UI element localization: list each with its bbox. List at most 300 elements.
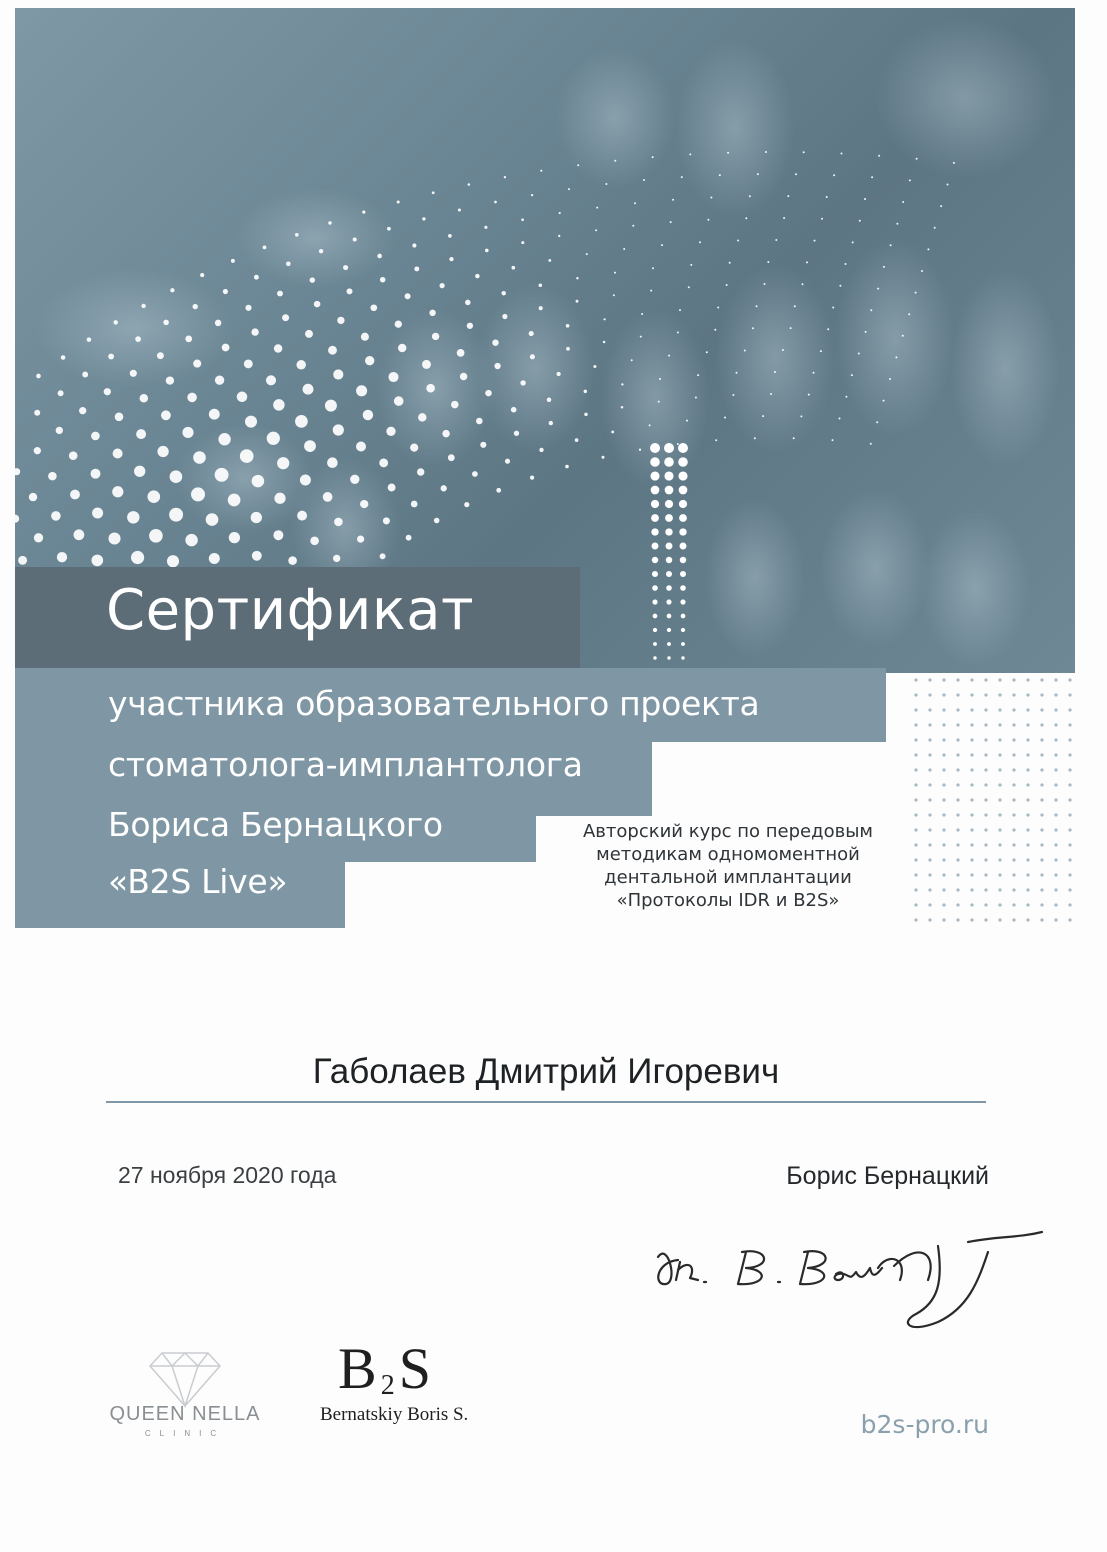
halftone-dot [521,218,524,221]
halftone-dot [680,543,687,550]
halftone-dot [724,417,726,419]
halftone-dot [651,528,658,535]
halftone-dot [558,235,560,237]
halftone-dot [130,370,137,377]
halftone-dot [305,330,313,338]
grid-dot [1026,723,1029,726]
grid-dot [942,678,945,681]
halftone-dot [56,427,63,434]
halftone-dot [163,320,169,326]
halftone-dot [813,372,815,374]
grid-dot [970,723,973,726]
grid-dot [1012,813,1015,816]
grid-dot [984,873,987,876]
halftone-dot [465,300,470,305]
grid-dot [942,843,945,846]
halftone-dot [651,486,660,495]
grid-dot [998,723,1001,726]
halftone-dot [410,444,418,452]
halftone-dot [295,415,308,428]
halftone-dot [940,205,942,207]
grid-dot [928,858,931,861]
halftone-dot [475,274,479,278]
halftone-dot [650,471,659,480]
grid-dot [1068,798,1071,801]
halftone-dot [451,401,459,409]
grid-dot [1068,708,1071,711]
halftone-dot [51,511,61,521]
halftone-dot [695,397,697,399]
halftone-dot [187,393,197,403]
halftone-dot [223,289,228,294]
halftone-dot [531,194,533,196]
grid-dot [956,828,959,831]
halftone-dot [783,217,785,219]
halftone-dot [679,486,688,495]
grid-dot [970,798,973,801]
halftone-dot [363,410,373,420]
halftone-dot [641,313,643,315]
halftone-dot [112,486,123,497]
grid-dot [1068,768,1071,771]
halftone-dot [386,427,395,436]
grid-dot [956,873,959,876]
grid-dot [984,843,987,846]
grid-dot [998,903,1001,906]
halftone-dot [767,261,769,263]
halftone-dot [333,369,343,379]
halftone-dot [549,421,553,425]
halftone-dot [91,469,101,479]
grid-dot [956,798,959,801]
grid-dot [1068,828,1071,831]
halftone-dot [902,335,904,337]
halftone-dot [501,291,506,296]
halftone-dot [697,374,699,376]
halftone-dot [480,442,486,448]
halftone-dot [611,430,614,433]
grid-dot [928,828,931,831]
queen-nella-logo-sub: CLINIC [144,1429,226,1438]
halftone-dot [215,376,224,385]
halftone-dot [826,196,828,198]
halftone-dot [666,585,672,591]
grid-dot [928,783,931,786]
halftone-dot [70,490,80,500]
halftone-dot [688,286,690,288]
grid-dot [914,753,917,756]
halftone-dot [360,500,368,508]
halftone-dot [161,410,171,420]
grid-dot [956,813,959,816]
grid-dot [970,873,973,876]
grid-dot [1026,813,1029,816]
grid-dot [1054,738,1057,741]
halftone-dot [394,396,404,406]
grid-dot [914,798,917,801]
signer-name: Борис Бернацкий [786,1162,989,1190]
certificate-title: Сертификат [106,578,475,643]
name-underline [106,1101,986,1103]
grid-dot [1012,723,1015,726]
dot-grid-decoration [908,672,1080,934]
halftone-dot [310,536,319,545]
halftone-dot [737,240,739,242]
b2s-logo-s: S [398,1336,433,1401]
halftone-dot [672,199,674,201]
halftone-dot [286,261,291,266]
halftone-dot [681,614,686,619]
halftone-dot [337,317,344,324]
halftone-dot [215,320,222,327]
grid-dot [1012,753,1015,756]
grid-dot [1054,798,1057,801]
halftone-dot [706,351,708,353]
halftone-dot [717,307,719,309]
b2s-logo-owner: Bernatskiy Boris S. [320,1404,469,1425]
halftone-dot [251,328,258,335]
halftone-dot [432,191,435,194]
halftone-dot [193,360,201,368]
grid-dot [998,828,1001,831]
halftone-dot [432,333,439,340]
halftone-dot [485,249,489,253]
grid-dot [1068,888,1071,891]
halftone-dot [327,457,338,468]
grid-dot [1054,678,1057,681]
grid-dot [984,828,987,831]
halftone-dot [530,475,534,479]
halftone-dot [15,468,20,475]
halftone-dot [185,336,192,343]
grid-dot [1068,873,1071,876]
halftone-dot [890,244,892,246]
halftone-dot [505,459,510,464]
halftone-dot [418,413,427,422]
halftone-dot [667,642,671,646]
halftone-dot [665,486,674,495]
halftone-dot [429,310,435,316]
halftone-dot [649,424,651,426]
halftone-dot [665,500,673,508]
halftone-dot [650,443,660,453]
grid-dot [942,738,945,741]
grid-dot [1054,858,1057,861]
grid-dot [956,918,959,921]
grid-dot [1054,813,1057,816]
grid-dot [1068,738,1071,741]
grid-dot [942,708,945,711]
halftone-dot [405,293,411,299]
halftone-dot [667,614,672,619]
halftone-dot [915,292,917,294]
halftone-dot [806,261,808,263]
grid-dot [942,723,945,726]
halftone-dot [699,241,701,243]
grid-dot [942,828,945,831]
halftone-dot [793,437,795,439]
halftone-dot [681,176,683,178]
halftone-dot [667,656,670,659]
grid-dot [998,783,1001,786]
grid-dot [928,873,931,876]
halftone-dot [414,266,419,271]
halftone-dot [631,359,633,361]
halftone-dot [127,511,139,523]
halftone-dot [36,374,41,379]
halftone-dot [865,331,867,333]
halftone-dot [548,259,551,262]
grid-dot [1054,723,1057,726]
halftone-dot [263,246,267,250]
grid-dot [1068,723,1071,726]
halftone-dot [727,152,729,154]
halftone-dot [680,585,686,591]
halftone-dot [58,390,64,396]
halftone-dot [240,449,254,463]
grid-dot [1026,903,1029,906]
halftone-dot [170,288,174,292]
halftone-dot [492,339,498,345]
halftone-dot [218,433,230,445]
grid-dot [942,693,945,696]
halftone-dot [222,344,230,352]
subtitle-line-1: участника образовательного проекта [108,684,760,723]
grid-dot [1026,678,1029,681]
grid-dot [1040,813,1043,816]
grid-dot [998,738,1001,741]
website-link[interactable]: b2s-pro.ru [860,1410,989,1439]
halftone-dot [149,529,163,543]
halftone-dot [303,384,314,395]
halftone-dot [398,344,406,352]
halftone-dot [556,372,560,376]
grid-dot [942,903,945,906]
halftone-dot [388,484,396,492]
halftone-dot [621,406,624,409]
halftone-dot [277,291,283,297]
halftone-dot [193,451,206,464]
grid-dot [942,888,945,891]
halftone-dot [356,441,366,451]
grid-dot [1040,708,1043,711]
grid-dot [970,828,973,831]
grid-dot [1068,678,1071,681]
grid-dot [970,843,973,846]
halftone-dot [297,511,307,521]
halftone-dot [350,475,359,484]
halftone-dot [251,512,262,523]
grid-dot [928,843,931,846]
halftone-dot [653,628,657,632]
grid-dot [970,918,973,921]
halftone-dot [273,530,283,540]
halftone-dot [244,359,253,368]
halftone-dot [34,533,43,542]
grid-dot [970,768,973,771]
grid-dot [1026,693,1029,696]
halftone-dot [484,226,487,229]
halftone-dot [494,363,500,369]
halftone-dot [757,173,759,175]
halftone-dot [795,173,797,175]
grid-dot [942,753,945,756]
grid-dot [1012,768,1015,771]
grid-dot [1012,828,1015,831]
halftone-dot [18,556,27,565]
b2s-logo-b: B [338,1336,379,1401]
halftone-dot [370,304,377,311]
grid-dot [928,888,931,891]
halftone-dot [380,277,386,283]
grid-dot [984,858,987,861]
halftone-dot [934,227,936,229]
halftone-dot [464,502,469,507]
grid-dot [984,723,987,726]
halftone-dot [770,393,772,395]
halftone-dot [472,471,478,477]
halftone-dot [395,321,402,328]
halftone-dot [540,170,542,172]
grid-dot [984,918,987,921]
grid-dot [928,753,931,756]
halftone-dot [858,353,860,355]
halftone-dot [896,223,898,225]
grid-dot [1026,753,1029,756]
halftone-dot [245,305,251,311]
halftone-dot [871,176,873,178]
grid-dot [998,858,1001,861]
halftone-dot [157,352,164,359]
grid-dot [998,813,1001,816]
halftone-dot [237,392,248,403]
grid-dot [998,843,1001,846]
halftone-dot [764,283,766,285]
halftone-dot [640,336,642,338]
halftone-dot [231,259,235,263]
halftone-dot [166,376,174,384]
halftone-dot [108,532,120,544]
halftone-dot [832,307,834,309]
halftone-dot [577,164,579,166]
grid-dot [1054,918,1057,921]
halftone-dot [282,314,289,321]
grid-dot [984,888,987,891]
halftone-dot [864,198,866,200]
halftone-dot [362,210,365,213]
grid-dot [1054,693,1057,696]
halftone-dot [639,449,641,451]
halftone-dot [916,158,918,160]
halftone-dot [228,494,241,507]
halftone-dot [634,202,636,204]
halftone-dot [310,277,315,282]
halftone-dot [859,220,861,222]
halftone-dot [613,294,615,296]
halftone-dot [566,324,570,328]
grid-dot [914,723,917,726]
halftone-dot [434,518,440,524]
halftone-dot [57,552,67,562]
halftone-dot [707,219,709,221]
grid-dot [1040,753,1043,756]
halftone-dot [614,272,616,274]
halftone-dot [441,485,447,491]
grid-dot [942,783,945,786]
halftone-dot [334,518,343,527]
halftone-dot [442,430,449,437]
halftone-dot [288,556,297,565]
grid-dot [998,693,1001,696]
halftone-dot [274,344,282,352]
grid-dot [1068,858,1071,861]
halftone-dot [643,179,645,181]
grid-dot [1068,813,1071,816]
halftone-dot [749,195,751,197]
grid-dot [1040,783,1043,786]
halftone-dot [576,277,578,279]
grid-dot [970,753,973,756]
grid-dot [1026,708,1029,711]
grid-dot [984,708,987,711]
halftone-dot [652,557,658,563]
grid-dot [914,678,917,681]
grid-dot [1026,828,1029,831]
halftone-dot [245,416,257,428]
grid-dot [970,693,973,696]
halftone-dot [115,412,124,421]
grid-dot [1054,873,1057,876]
halftone-dot [343,265,348,270]
halftone-dot [273,399,285,411]
halftone-dot [252,475,265,488]
grid-dot [914,708,917,711]
grid-dot [1068,753,1071,756]
halftone-dot [689,153,691,155]
halftone-dot [521,241,524,244]
halftone-dot [514,431,519,436]
halftone-dot [651,500,659,508]
halftone-dot [449,257,453,261]
grid-dot [956,708,959,711]
halftone-dot [417,468,424,475]
grid-dot [1012,678,1015,681]
grid-dot [984,903,987,906]
halftone-dot [266,375,276,385]
halftone-dot [652,543,659,550]
grid-dot [1012,888,1015,891]
halftone-dot [458,208,461,211]
grid-dot [984,813,987,816]
halftone-dot [794,305,796,307]
recipient-name: Габолаев Дмитрий Игоревич [312,1052,780,1091]
grid-dot [970,783,973,786]
halftone-dot [295,233,299,237]
grid-dot [1012,783,1015,786]
grid-dot [1012,738,1015,741]
grid-dot [970,708,973,711]
grid-dot [1054,783,1057,786]
b2s-logo-2: 2 [380,1370,397,1401]
grid-dot [928,678,931,681]
grid-dot [1040,903,1043,906]
halftone-dot [665,514,673,522]
course-line-4: «Протоколы IDR и B2S» [616,890,840,911]
halftone-dot [439,283,444,288]
halftone-dot [744,350,746,352]
halftone-dot [353,237,357,241]
halftone-dot [383,517,390,524]
